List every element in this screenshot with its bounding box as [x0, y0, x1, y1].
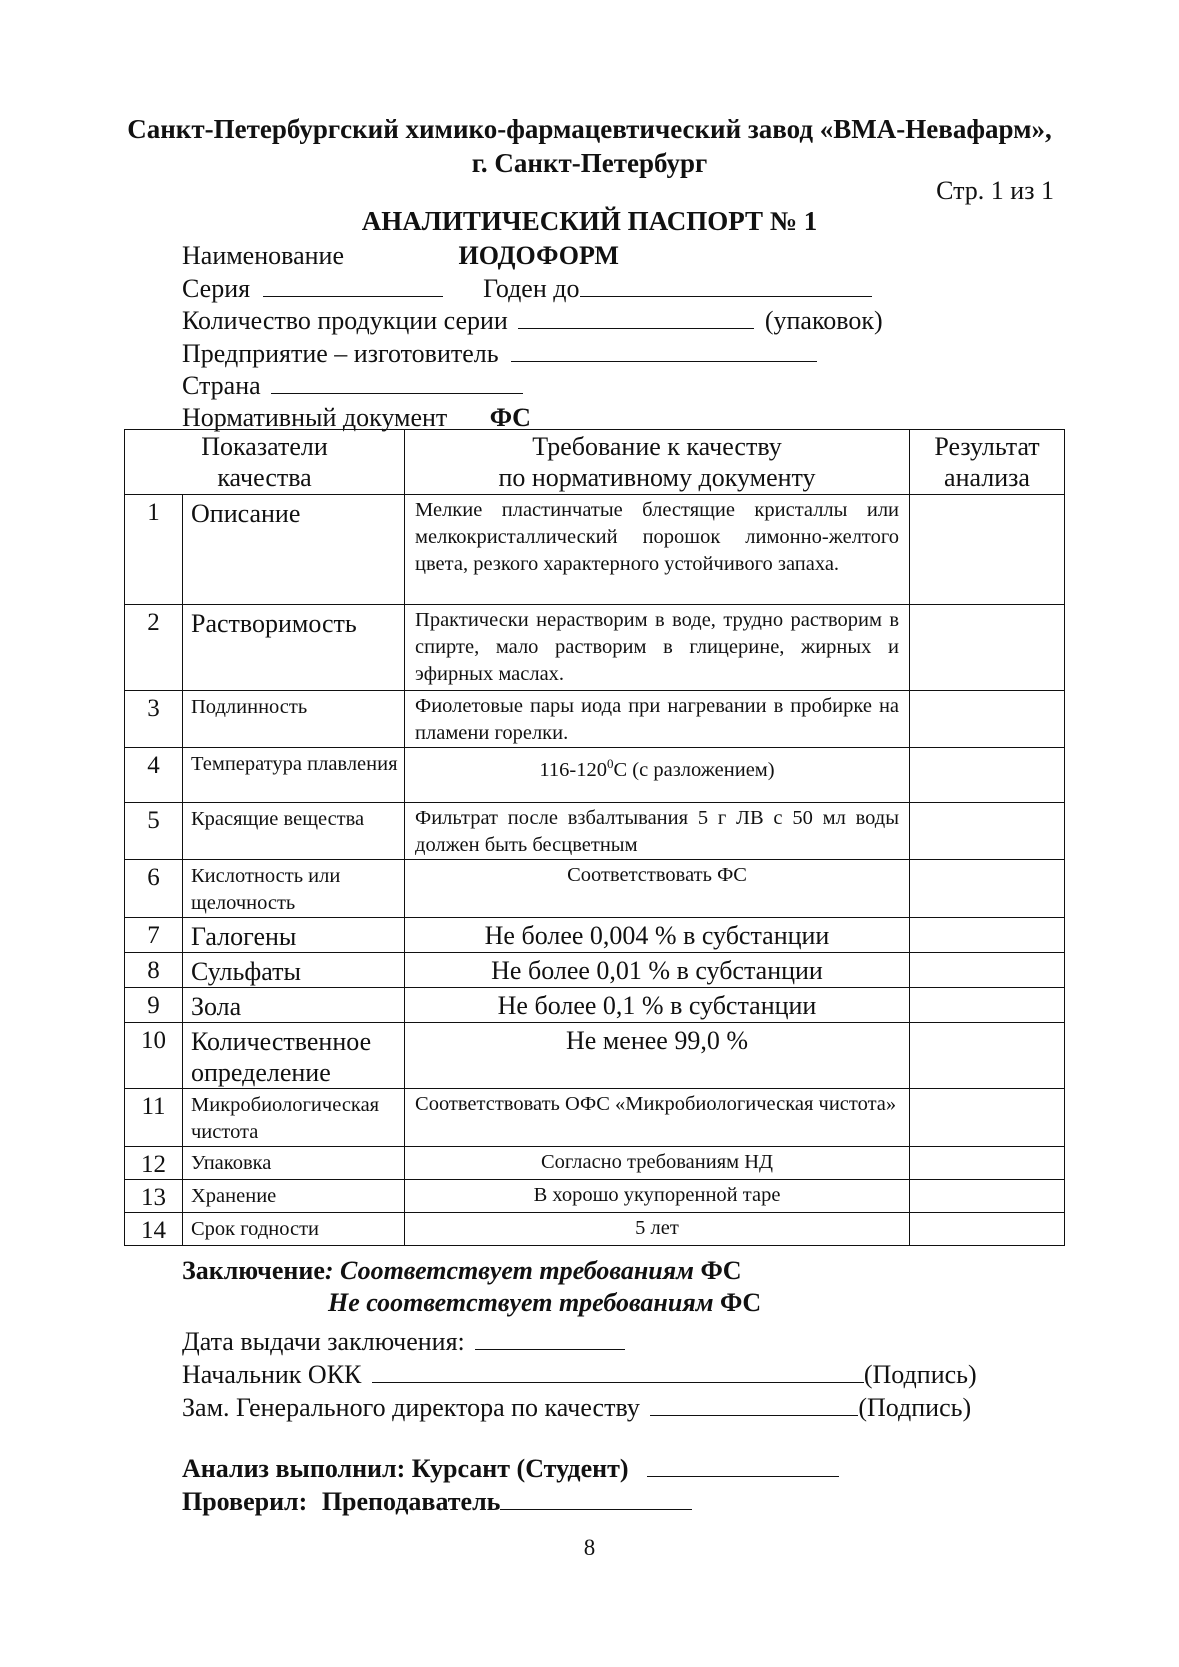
row-number: 14	[125, 1213, 183, 1246]
field-country	[182, 369, 883, 402]
document-title: АНАЛИТИЧЕСКИЙ ПАСПОРТ № 1	[361, 206, 818, 236]
okk-head-label: Начальник ОКК	[182, 1360, 362, 1389]
manufacturer-input[interactable]	[511, 337, 817, 362]
checked-by-signature-line[interactable]	[500, 1485, 692, 1510]
result-cell[interactable]	[910, 1180, 1065, 1213]
deputy-director-row	[182, 1391, 977, 1424]
indicator-name: Количественное определение	[183, 1023, 405, 1089]
requirement-text: Фиолетовые пары иода при нагревании в пробирке на пламени горелки.	[405, 691, 910, 748]
performed-by-signature-line[interactable]	[647, 1452, 839, 1477]
table-row	[125, 860, 1065, 918]
field-quantity	[182, 304, 883, 337]
issue-date-row	[182, 1325, 977, 1358]
table-row	[125, 988, 1065, 1023]
okk-head-row	[182, 1358, 977, 1391]
expiry-label: Годен до	[483, 273, 580, 303]
deputy-director-signature-line[interactable]	[650, 1391, 858, 1416]
conclusion-label: Заключение	[182, 1256, 325, 1285]
table-row	[125, 918, 1065, 953]
requirement-text: Мелкие пластинчатые блестящие кристаллы или мелкокристаллический порошок лимонно-желтого цвета, резкого характерного устойчивого запаха.	[405, 495, 910, 605]
performed-by-label: Анализ выполнил: Курсант (Студент)	[182, 1454, 629, 1483]
table-row	[125, 605, 1065, 691]
table-row	[125, 953, 1065, 988]
requirement-text: Соответствовать ОФС «Микробиологическая чистота»	[405, 1089, 910, 1147]
checked-by-label: Проверил:	[182, 1487, 308, 1516]
row-number: 9	[125, 988, 183, 1023]
conclusion-option-not-complies[interactable]: Не соответствует требованиям	[328, 1288, 714, 1317]
requirement-text: Практически нерастворим в воде, трудно растворим в спирте, мало растворим в глицерине, жирных и эфирных маслах.	[405, 605, 910, 691]
document-header	[0, 112, 1179, 180]
indicator-name: Растворимость	[183, 605, 405, 691]
table-row	[125, 1023, 1065, 1089]
table-row	[125, 1213, 1065, 1246]
normative-label: Нормативный документ	[182, 402, 448, 432]
result-cell[interactable]	[910, 748, 1065, 803]
requirement-header: Требование к качеству по нормативному документу	[405, 430, 910, 495]
table-row	[125, 495, 1065, 605]
country-label: Страна	[182, 371, 261, 400]
table-row	[125, 748, 1065, 803]
indicator-name: Температура плавления	[183, 748, 405, 803]
result-cell[interactable]	[910, 860, 1065, 918]
conclusion-line-1: Заключение: Соответствует требованиям ФС	[182, 1256, 742, 1285]
quantity-input[interactable]	[518, 304, 754, 329]
table-row	[125, 1180, 1065, 1213]
field-name	[182, 240, 883, 272]
analysis-signoff	[182, 1452, 839, 1518]
requirement-text: 5 лет	[405, 1213, 910, 1246]
result-header: Результат анализа	[910, 430, 1065, 495]
deputy-director-label: Зам. Генерального директора по качеству	[182, 1393, 640, 1422]
indicator-name: Сульфаты	[183, 953, 405, 988]
row-number: 6	[125, 860, 183, 918]
name-label: Наименование	[182, 241, 344, 270]
series-label: Серия	[182, 273, 251, 303]
requirement-text: Не менее 99,0 %	[405, 1023, 910, 1089]
indicator-name: Описание	[183, 495, 405, 605]
result-cell[interactable]	[910, 1213, 1065, 1246]
indicator-name: Зола	[183, 988, 405, 1023]
result-cell[interactable]	[910, 1147, 1065, 1180]
table-row	[125, 1089, 1065, 1147]
result-cell[interactable]	[910, 953, 1065, 988]
indicator-name: Кислотность или щелочность	[183, 860, 405, 918]
result-cell[interactable]	[910, 918, 1065, 953]
issue-date-input[interactable]	[475, 1325, 625, 1350]
row-number: 4	[125, 748, 183, 803]
indicator-name: Подлинность	[183, 691, 405, 748]
requirement-text: $116-120^0С$ (с разложением)	[405, 748, 910, 803]
country-input[interactable]	[271, 369, 523, 394]
row-number: 10	[125, 1023, 183, 1089]
requirement-text: Не более 0,01 % в субстанции	[405, 953, 910, 988]
requirement-text: Соответствовать ФС	[405, 860, 910, 918]
row-number: 1	[125, 495, 183, 605]
row-number: 12	[125, 1147, 183, 1180]
field-manufacturer	[182, 337, 883, 370]
page-reference: Стр. 1 из 1	[936, 176, 1054, 205]
requirement-text: Фильтрат после взбалтывания 5 г ЛВ с 50 мл воды должен быть бесцветным	[405, 803, 910, 860]
indicator-name: Микробиологическая чистота	[183, 1089, 405, 1147]
result-cell[interactable]	[910, 495, 1065, 605]
result-cell[interactable]	[910, 1023, 1065, 1089]
issue-date-label: Дата выдачи заключения:	[182, 1327, 465, 1356]
indicators-header: Показатели качества	[125, 430, 405, 495]
performed-by-row	[182, 1452, 839, 1485]
row-number: 5	[125, 803, 183, 860]
quality-table	[124, 429, 1065, 1246]
okk-head-signature-caption: (Подпись)	[863, 1360, 977, 1389]
conclusion-option-complies[interactable]: Соответствует требованиям	[340, 1256, 694, 1285]
passport-fields	[182, 240, 883, 433]
row-number: 8	[125, 953, 183, 988]
table-row	[125, 803, 1065, 860]
field-series	[182, 272, 883, 305]
okk-head-signature-line[interactable]	[372, 1358, 864, 1383]
table-header-row	[125, 430, 1065, 495]
result-cell[interactable]	[910, 988, 1065, 1023]
indicator-name: Срок годности	[183, 1213, 405, 1246]
requirement-text: Не более 0,1 % в субстанции	[405, 988, 910, 1023]
manufacturer-label: Предприятие – изготовитель	[182, 338, 499, 368]
indicator-name: Красящие вещества	[183, 803, 405, 860]
row-number: 7	[125, 918, 183, 953]
header-line-2: г. Санкт-Петербург	[471, 148, 708, 178]
result-cell[interactable]	[910, 1089, 1065, 1147]
quantity-unit: (упаковок)	[764, 306, 883, 335]
normative-value: ФС	[489, 402, 531, 432]
checked-by-role: Преподаватель	[321, 1487, 501, 1516]
page-number: 8	[583, 1535, 596, 1560]
indicator-name: Галогены	[183, 918, 405, 953]
result-cell[interactable]	[910, 605, 1065, 691]
conclusion-block	[182, 1255, 761, 1319]
table-row	[125, 691, 1065, 748]
requirement-text: В хорошо укупоренной таре	[405, 1180, 910, 1213]
row-number: 2	[125, 605, 183, 691]
series-input[interactable]	[263, 272, 443, 297]
table-row	[125, 1147, 1065, 1180]
checked-by-row	[182, 1485, 839, 1518]
indicator-name: Хранение	[183, 1180, 405, 1213]
quantity-label: Количество продукции серии	[182, 306, 508, 335]
conclusion-line-2: Не соответствует требованиям ФС	[328, 1288, 762, 1317]
requirement-text: Не более 0,004 % в субстанции	[405, 918, 910, 953]
requirement-text: Согласно требованиям НД	[405, 1147, 910, 1180]
header-line-1: Санкт-Петербургский химико-фармацевтический завод «ВМА-Невафарм»,	[127, 114, 1052, 144]
result-cell[interactable]	[910, 691, 1065, 748]
result-cell[interactable]	[910, 803, 1065, 860]
row-number: 11	[125, 1089, 183, 1147]
name-value: ИОДОФОРМ	[458, 241, 619, 270]
indicator-name: Упаковка	[183, 1147, 405, 1180]
row-number: 13	[125, 1180, 183, 1213]
deputy-director-signature-caption: (Подпись)	[858, 1393, 972, 1422]
signatures-block	[182, 1325, 977, 1424]
expiry-input[interactable]	[580, 272, 872, 297]
row-number: 3	[125, 691, 183, 748]
